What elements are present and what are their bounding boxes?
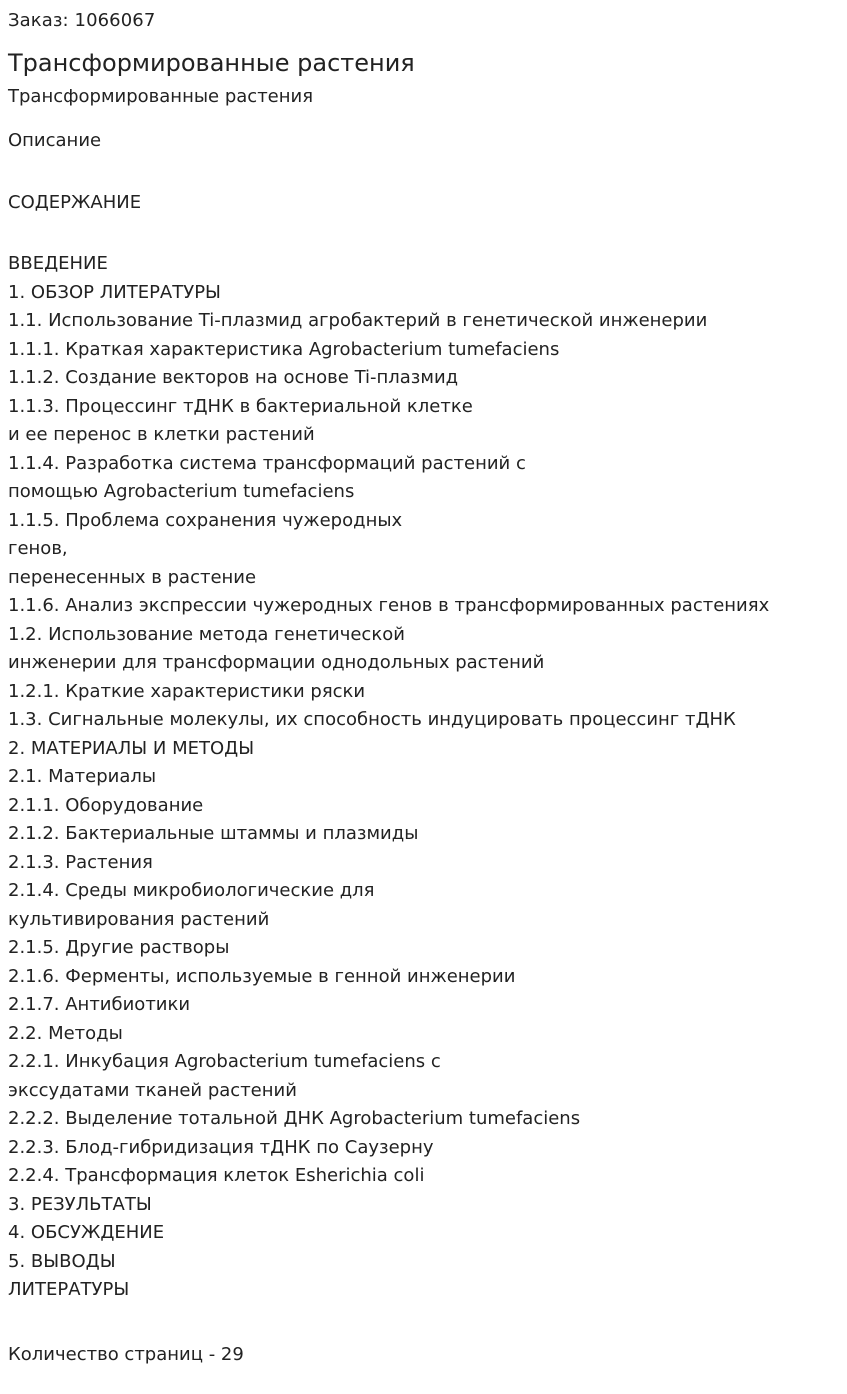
toc-line: помощью Agrobacterium tumefaciens [8,481,355,502]
page-subtitle: Трансформированные растения [8,86,314,107]
toc-line: 2.2.1. Инкубация Agrobacterium tumefaciens с [8,1051,441,1072]
toc-line: 1.3. Сигнальные молекулы, их способность индуцировать процессинг тДНК [8,709,736,730]
toc-line: 2.1.5. Другие растворы [8,937,230,958]
toc-line: 2.1.3. Растения [8,851,153,873]
toc-line: 1.1.2. Создание векторов на основе Ti-плазмид [8,367,459,388]
toc-line: культивирования растений [8,908,270,930]
toc-line: 1.1. Использование Ti-плазмид агробактерий в генетической инженерии [8,310,708,331]
toc-line: 3. РЕЗУЛЬТАТЫ [8,1193,152,1215]
page-count: Количество страниц - 29 [8,1343,244,1365]
toc-line: 2.1. Материалы [8,766,157,787]
toc-line: и ее перенос в клетки растений [8,424,315,445]
toc-line: 2. МАТЕРИАЛЫ И МЕТОДЫ [8,737,255,759]
toc-line: экссудатами тканей растений [8,1079,297,1101]
toc-line: ВВЕДЕНИЕ [8,253,108,274]
table-of-contents [8,250,839,1305]
description-heading: Описание [8,130,102,151]
toc-line: генов, [8,538,68,559]
toc-line: ЛИТЕРАТУРЫ [8,1279,130,1300]
toc-line: 2.1.2. Бактериальные штаммы и плазмиды [8,823,419,844]
toc-line: 1.2. Использование метода генетической [8,623,405,645]
toc-line: 2.2. Методы [8,1022,123,1044]
toc-line: 1.1.6. Анализ экспрессии чужеродных генов в трансформированных растениях [8,595,770,616]
order-number: Заказ: 1066067 [8,10,156,31]
toc-line: 5. ВЫВОДЫ [8,1250,116,1272]
toc-line: перенесенных в растение [8,566,257,588]
page-title: Трансформированные растения [8,49,415,77]
contents-heading: СОДЕРЖАНИЕ [8,192,142,213]
toc-line: 2.1.4. Среды микробиологические для [8,880,375,901]
toc-line: 2.2.3. Блод-гибридизация тДНК по Саузерну [8,1136,434,1158]
toc-line: 1.1.4. Разработка система трансформаций растений с [8,452,526,474]
toc-line: 2.2.2. Выделение тотальной ДНК Agrobacterium tumefaciens [8,1108,581,1129]
toc-line: 1.1.3. Процессинг тДНК в бактериальной клетке [8,395,473,417]
toc-line: 2.2.4. Трансформация клеток Esherichia coli [8,1165,425,1186]
toc-line: 1.2.1. Краткие характеристики ряски [8,680,366,702]
toc-line: 1.1.5. Проблема сохранения чужеродных [8,509,403,531]
toc-line: инженерии для трансформации однодольных растений [8,652,545,673]
toc-line: 4. ОБСУЖДЕНИЕ [8,1222,165,1243]
toc-line: 2.1.7. Антибиотики [8,994,191,1015]
toc-line: 1. ОБЗОР ЛИТЕРАТУРЫ [8,281,221,303]
toc-line: 1.1.1. Краткая характеристика Agrobacterium tumefaciens [8,338,560,360]
toc-line: 2.1.6. Ферменты, используемые в генной инженерии [8,965,516,987]
toc-line: 2.1.1. Оборудование [8,794,204,816]
